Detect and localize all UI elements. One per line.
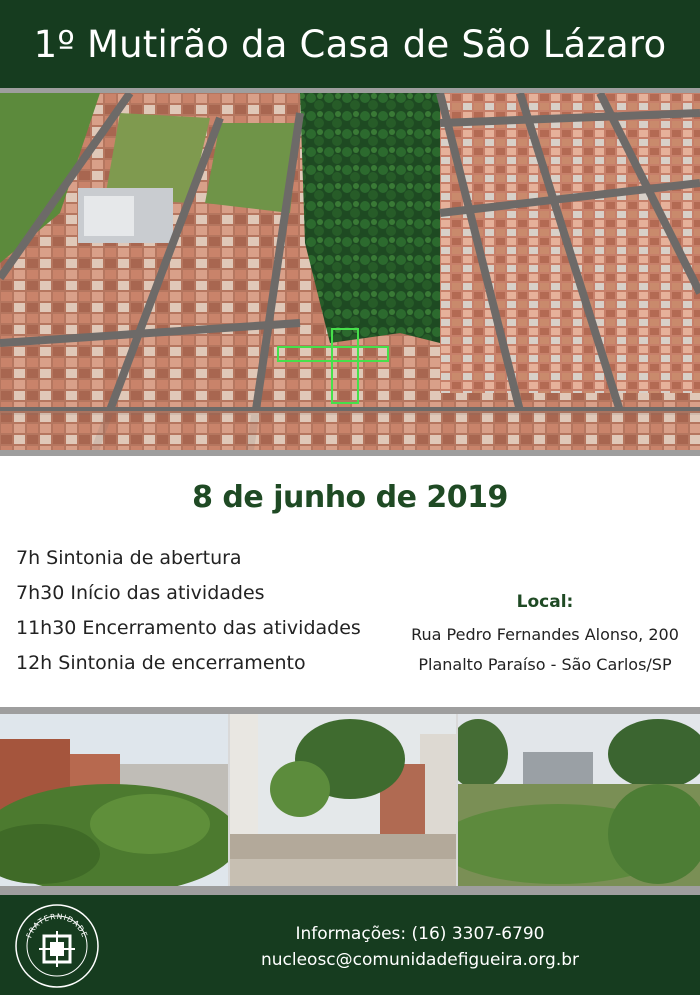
schedule-item: 12h Sintonia de encerramento: [16, 652, 306, 674]
location-label: Local:: [516, 592, 574, 612]
lot-photo: [230, 714, 456, 886]
aerial-map-image: [0, 93, 700, 450]
address-line: Planalto Paraíso - São Carlos/SP: [418, 655, 672, 674]
schedule-item: 11h30 Encerramento das atividades: [16, 617, 361, 639]
schedule-list: [16, 546, 361, 686]
fraternidade-seal-logo: [14, 903, 100, 993]
email-link[interactable]: nucleosc@comunidadefigueira.org.br: [260, 950, 580, 970]
divider: [0, 886, 700, 895]
lot-photo: [0, 714, 228, 886]
header-banner: [0, 0, 700, 88]
location-block: [400, 592, 690, 684]
photo-strip: [0, 714, 700, 886]
page-title: 1º Mutirão da Casa de São Lázaro: [33, 22, 667, 66]
event-date: 8 de junho de 2019: [192, 480, 508, 515]
contact-info: [170, 923, 670, 975]
schedule-item: 7h Sintonia de abertura: [16, 547, 242, 569]
divider: [0, 450, 700, 456]
address-line: Rua Pedro Fernandes Alonso, 200: [411, 625, 679, 644]
schedule-item: 7h30 Início das atividades: [16, 582, 265, 604]
svg-text:FRATERNIDADE: FRATERNIDADE: [24, 911, 90, 940]
divider: [0, 707, 700, 714]
lot-photo: [458, 714, 700, 886]
footer: [0, 895, 700, 995]
phone-text: Informações: (16) 3307-6790: [295, 924, 545, 944]
